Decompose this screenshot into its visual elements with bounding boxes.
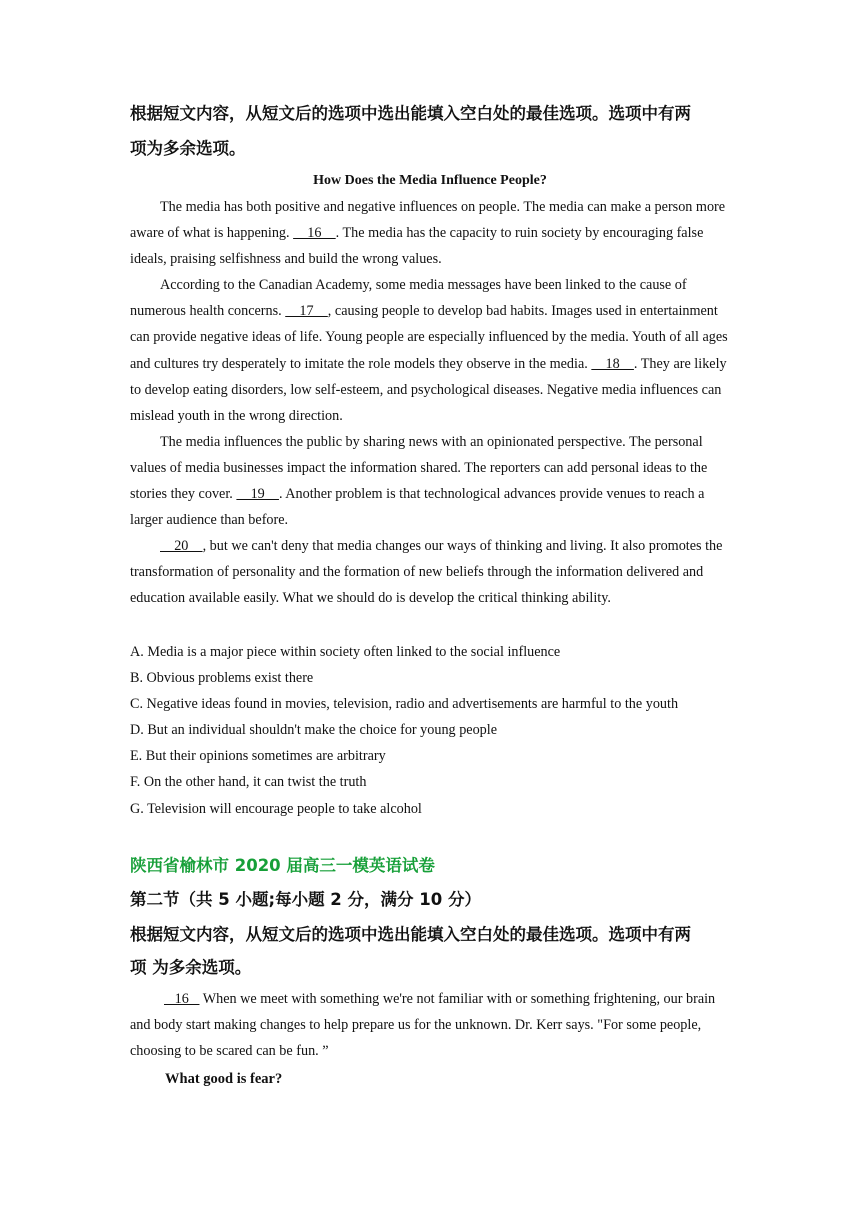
option-d: D. But an individual shouldn't make the choice for young people [130,722,498,739]
subheading: What good is fear? [165,1071,283,1087]
paragraph-2 [130,272,732,429]
paragraph-4-text: , but we can't deny that media changes our ways of thinking and living. It also promotes the transformation of personality and the formation of new beliefs through the information delivered and education available easily. What we should do is develop the critical thinking ability. [130,538,723,607]
option-c: C. Negative ideas found in movies, television, radio and advertisements are harmful to the youth [130,696,679,713]
passage-2-paragraph-1 [130,986,732,1064]
paragraph-3-text-a: The media influences the public by sharing news with an opinionated perspective. The personal values of media businesses impact the information shared. The reporters can add personal ideas to the stories they cover. [130,433,708,503]
instruction-line-1: 根据短文内容，从短文后的选项中选出能填入空白处的最佳选项。选项中有两 [130,104,691,123]
blank-18: 18 [591,355,634,372]
option-g: G. Television will encourage people to take alcohol [130,800,422,817]
paragraph-1 [130,194,732,272]
paragraph-1-text-a: The media has both positive and negative influences on people. The media can make a person more aware of what is happening. [130,199,726,242]
blank-19: 19 [236,486,279,503]
exam-source: 陕西省榆林市 2020 届高三一模英语试卷 [130,856,435,875]
blank-2-16: 16 [164,991,200,1007]
section-part-heading: 第二节（共 5 小题;每小题 2 分，满分 10 分） [130,890,481,909]
paragraph-3 [130,429,732,533]
instruction-2-line-2: 项 为多余选项。 [130,958,252,977]
option-a: A. Media is a major piece within society often linked to the social influence [130,644,561,660]
blank-16: 16 [293,225,336,242]
option-b: B. Obvious problems exist there [130,670,314,687]
blank-17: 17 [285,303,328,320]
option-f: F. On the other hand, it can twist the truth [130,774,367,791]
paragraph-2-text-a: According to the Canadian Academy, some media messages have been linked to the cause of numerous health concerns. [130,277,687,320]
passage-title: How Does the Media Influence People? [313,173,547,188]
paragraph-3-text-b: . Another problem is that technological advances provide venues to reach a larger audience than before. [130,486,705,529]
paragraph-1-text-b: . The media has the capacity to ruin society by encouraging false ideals, praising selfishness and build the wrong values. [130,225,704,268]
blank-20: 20 [160,538,203,555]
paragraph-2-text-b: , causing people to develop bad habits. Images used in entertainment can provide negative ideas of life. Young people are especially influenced by the media. Youth of all ages and cultures try desperately to imitate the role models they observe in the media. [130,303,728,372]
paragraph-4 [130,533,732,611]
passage-body [130,194,732,612]
passage-2-paragraph-1-text: When we meet with something we're not familiar with or something frightening, our brain and body start making changes to help prepare us for the unknown. Dr. Kerr says. "For some people, choosing to be scared can be fun. ” [130,991,716,1060]
option-e: E. But their opinions sometimes are arbitrary [130,748,386,765]
passage-2-body [130,986,732,1064]
paragraph-2-text-c: . They are likely to develop eating disorders, low self-esteem, and psychological diseases. Negative media influences can mislead youth in the wrong direction. [130,355,727,424]
options-list [130,639,732,822]
instruction-2-line-1: 根据短文内容，从短文后的选项中选出能填入空白处的最佳选项。选项中有两 [130,925,691,944]
instruction-line-2: 项为多余选项。 [130,139,246,158]
